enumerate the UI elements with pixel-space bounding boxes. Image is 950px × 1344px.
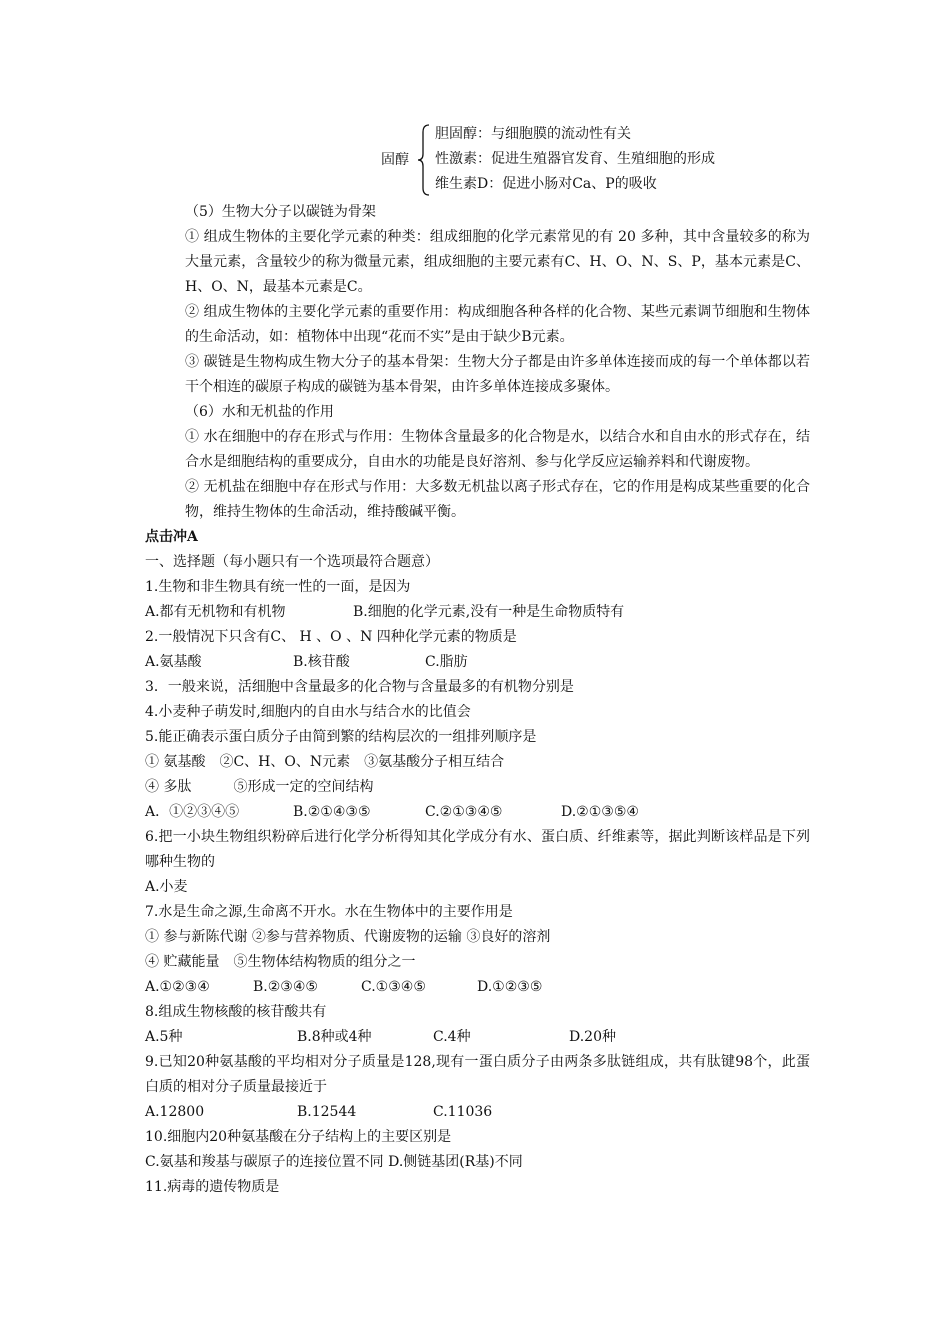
option-7b: B.②③④⑤	[253, 979, 318, 995]
option-7d: D.①②③⑤	[477, 979, 543, 995]
question-9-options	[145, 1100, 810, 1125]
question-7-options	[145, 975, 810, 1000]
section-5-title: （5）生物大分子以碳链为骨架	[185, 204, 376, 220]
question-10: 10.细胞内20种氨基酸在分子结构上的主要区别是	[145, 1129, 452, 1145]
option-5c: C.②①③④⑤	[425, 804, 503, 820]
section-5-para-1	[145, 225, 810, 300]
section-5-para-2	[145, 300, 810, 350]
question-1-options	[145, 600, 810, 625]
steroid-items	[435, 122, 715, 197]
section-5-para-3	[145, 350, 810, 400]
option-5d: D.②①③⑤④	[561, 804, 639, 820]
section-6-para-1	[145, 425, 810, 475]
option-5b: B.②①④③⑤	[293, 804, 371, 820]
option-2c: C.脂肪	[425, 654, 468, 670]
section-5-para-3-text: ③ 碳链是生物构成生物大分子的基本骨架：生物大分子都是由许多单体连接而成的每一个单体都以若干个相连的碳原子构成的碳链为基本骨架，由许多单体连接成多聚体。	[185, 354, 810, 395]
question-1: 1.生物和非生物具有统一性的一面，是因为	[145, 579, 411, 595]
option-8c: C.4种	[433, 1029, 471, 1045]
option-9c: C.11036	[433, 1104, 493, 1120]
question-6: 6.把一小块生物组织粉碎后进行化学分析得知其化学成分有水、蛋白质、纤维素等，据此判断该样品是下列哪种生物的	[145, 829, 810, 870]
section-5-para-1-text: ① 组成生物体的主要化学元素的种类：组成细胞的化学元素常见的有 20 多种，其中含量较多的称为大量元素，含量较少的称为微量元素，组成细胞的主要元素有C、H、O、N、S、P，基本元素是C、H、O、N，最基本元素是C。	[185, 229, 810, 295]
question-7-items-1: ① 参与新陈代谢 ②参与营养物质、代谢废物的运输 ③良好的溶剂	[145, 929, 551, 945]
section-5-para-2-text: ② 组成生物体的主要化学元素的重要作用：构成细胞各种各样的化合物、某些元素调节细胞和生物体的生命活动，如：植物体中出现“花而不实”是由于缺少B元素。	[185, 304, 810, 345]
option-8a: A.5种	[145, 1029, 183, 1045]
section-6-title: （6）水和无机盐的作用	[185, 404, 334, 420]
question-2: 2.一般情况下只含有C、 H 、O 、N 四种化学元素的物质是	[145, 629, 517, 645]
option-8b: B.8种或4种	[297, 1029, 372, 1045]
section-6-para-2-text: ② 无机盐在细胞中存在形式与作用：大多数无机盐以离子形式存在，它的作用是构成某些重要的化合物，维持生物体的生命活动，维持酸碱平衡。	[185, 479, 810, 520]
question-8: 8.组成生物核酸的核苷酸共有	[145, 1004, 327, 1020]
option-8d: D.20种	[569, 1029, 616, 1045]
section-6-para-1-text: ① 水在细胞中的存在形式与作用：生物体含量最多的化合物是水，以结合水和自由水的形式存在，结合水是细胞结构的重要成分，自由水的功能是良好溶剂、参与化学反应运输养料和代谢废物。	[185, 429, 810, 470]
steroid-item-vitamin-d: 维生素D：促进小肠对Ca、P的吸收	[435, 176, 657, 192]
option-5a: A．①②③④⑤	[145, 804, 240, 820]
question-5: 5.能正确表示蛋白质分子由简到繁的结构层次的一组排列顺序是	[145, 729, 537, 745]
question-4: 4.小麦种子萌发时,细胞内的自由水与结合水的比值会	[145, 704, 471, 720]
option-1a: A.都有无机物和有机物	[145, 604, 286, 620]
option-2a: A.氨基酸	[145, 654, 202, 670]
option-7a: A.①②③④	[145, 979, 210, 995]
option-10d: D.侧链基团(R基)不同	[388, 1154, 523, 1170]
question-3: 3．一般来说，活细胞中含量最多的化合物与含量最多的有机物分别是	[145, 679, 574, 695]
steroid-item-cholesterol: 胆固醇：与细胞膜的流动性有关	[435, 126, 631, 142]
steroid-item-sex-hormone: 性激素：促进生殖器官发育、生殖细胞的形成	[435, 151, 715, 167]
quiz-heading: 点击冲A	[145, 529, 198, 545]
question-5-items-2: ④ 多肽 ⑤形成一定的空间结构	[145, 779, 374, 795]
question-2-options	[145, 650, 810, 675]
section-6-para-2	[145, 475, 810, 525]
question-5-items-1: ① 氨基酸 ②C、H、O、N元素 ③氨基酸分子相互结合	[145, 754, 505, 770]
question-9: 9.已知20种氨基酸的平均相对分子质量是128,现有一蛋白质分子由两条多肽链组成，共有肽键98个，此蛋白质的相对分子质量最接近于	[145, 1054, 810, 1095]
quiz-part-title: 一、选择题（每小题只有一个选项最符合题意）	[145, 554, 439, 570]
option-9a: A.12800	[145, 1104, 205, 1120]
option-9b: B.12544	[297, 1104, 357, 1120]
option-6a: A.小麦	[145, 879, 188, 895]
steroid-label: 固醇	[381, 152, 409, 168]
question-10-options	[145, 1150, 810, 1175]
question-8-options	[145, 1025, 810, 1050]
option-10c: C.氨基和羧基与碳原子的连接位置不同	[145, 1154, 384, 1170]
curly-brace-icon	[417, 124, 431, 196]
question-5-options	[145, 800, 810, 825]
question-7-items-2: ④ 贮藏能量 ⑤生物体结构物质的组分之一	[145, 954, 416, 970]
option-1b: B.细胞的化学元素,没有一种是生命物质特有	[353, 604, 625, 620]
document-page	[145, 122, 810, 1200]
steroid-bracket-block	[145, 122, 810, 198]
question-7: 7.水是生命之源,生命离不开水。水在生物体中的主要作用是	[145, 904, 513, 920]
option-2b: B.核苷酸	[293, 654, 350, 670]
question-11: 11.病毒的遗传物质是	[145, 1179, 280, 1195]
option-7c: C.①③④⑤	[361, 979, 426, 995]
